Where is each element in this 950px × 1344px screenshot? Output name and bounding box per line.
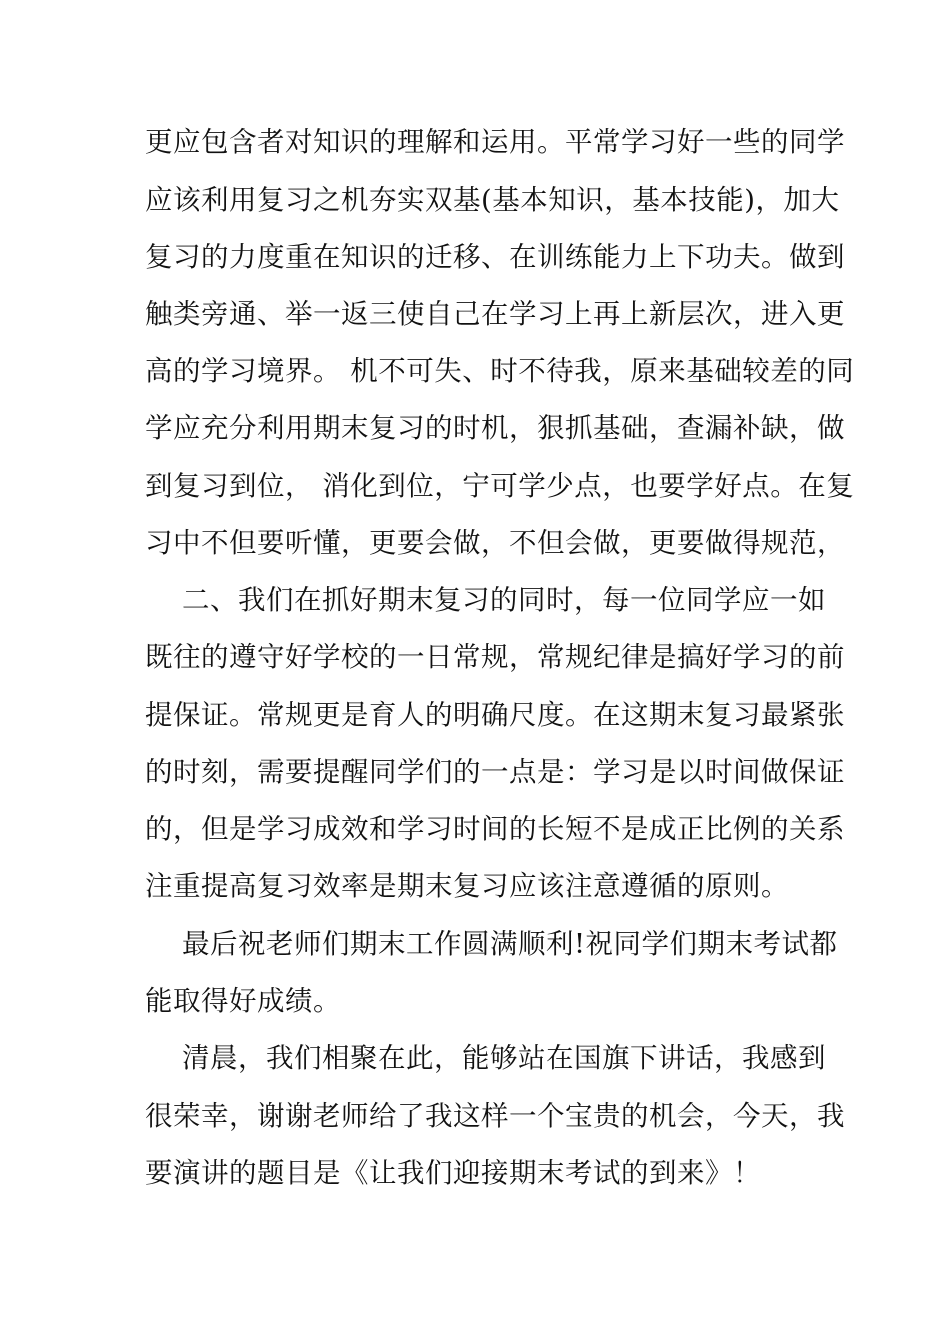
text-line: 高的学习境界。 机不可失、时不待我，原来基础较差的同 xyxy=(145,355,855,387)
text-line: 二、我们在抓好期末复习的同时，每一位同学应一如 xyxy=(145,584,826,616)
text-line: 的时刻，需要提醒同学们的一点是：学习是以时间做保证 xyxy=(145,756,845,788)
text-line: 很荣幸，谢谢老师给了我这样一个宝贵的机会，今天，我 xyxy=(145,1100,845,1132)
text-line: 注重提高复习效率是期末复习应该注意遵循的原则。 xyxy=(145,870,789,902)
text-line: 要演讲的题目是《让我们迎接期末考试的到来》！ xyxy=(145,1157,761,1189)
text-line: 清晨，我们相聚在此，能够站在国旗下讲话，我感到 xyxy=(145,1042,826,1074)
text-line: 习中不但要听懂，更要会做，不但会做，更要做得规范， xyxy=(145,527,845,559)
text-line: 最后祝老师们期末工作圆满顺利!祝同学们期末考试都 xyxy=(145,928,838,960)
text-line: 既往的遵守好学校的一日常规，常规纪律是搞好学习的前 xyxy=(145,641,845,673)
text-line: 提保证。常规更是育人的明确尺度。在这期末复习最紧张 xyxy=(145,699,845,731)
text-line: 触类旁通、举一返三使自己在学习上再上新层次，进入更 xyxy=(145,298,845,330)
text-line: 更应包含者对知识的理解和运用。平常学习好一些的同学 xyxy=(145,126,845,158)
text-line: 应该利用复习之机夯实双基(基本知识，基本技能)，加大 xyxy=(145,184,840,216)
text-line: 学应充分利用期末复习的时机，狠抓基础，查漏补缺，做 xyxy=(145,412,845,444)
text-line: 的，但是学习成效和学习时间的长短不是成正比例的关系 xyxy=(145,813,845,845)
text-line: 到复习到位， 消化到位，宁可学少点，也要学好点。在复 xyxy=(145,470,855,502)
text-line: 能取得好成绩。 xyxy=(145,985,341,1017)
text-line: 复习的力度重在知识的迁移、在训练能力上下功夫。做到 xyxy=(145,241,845,273)
